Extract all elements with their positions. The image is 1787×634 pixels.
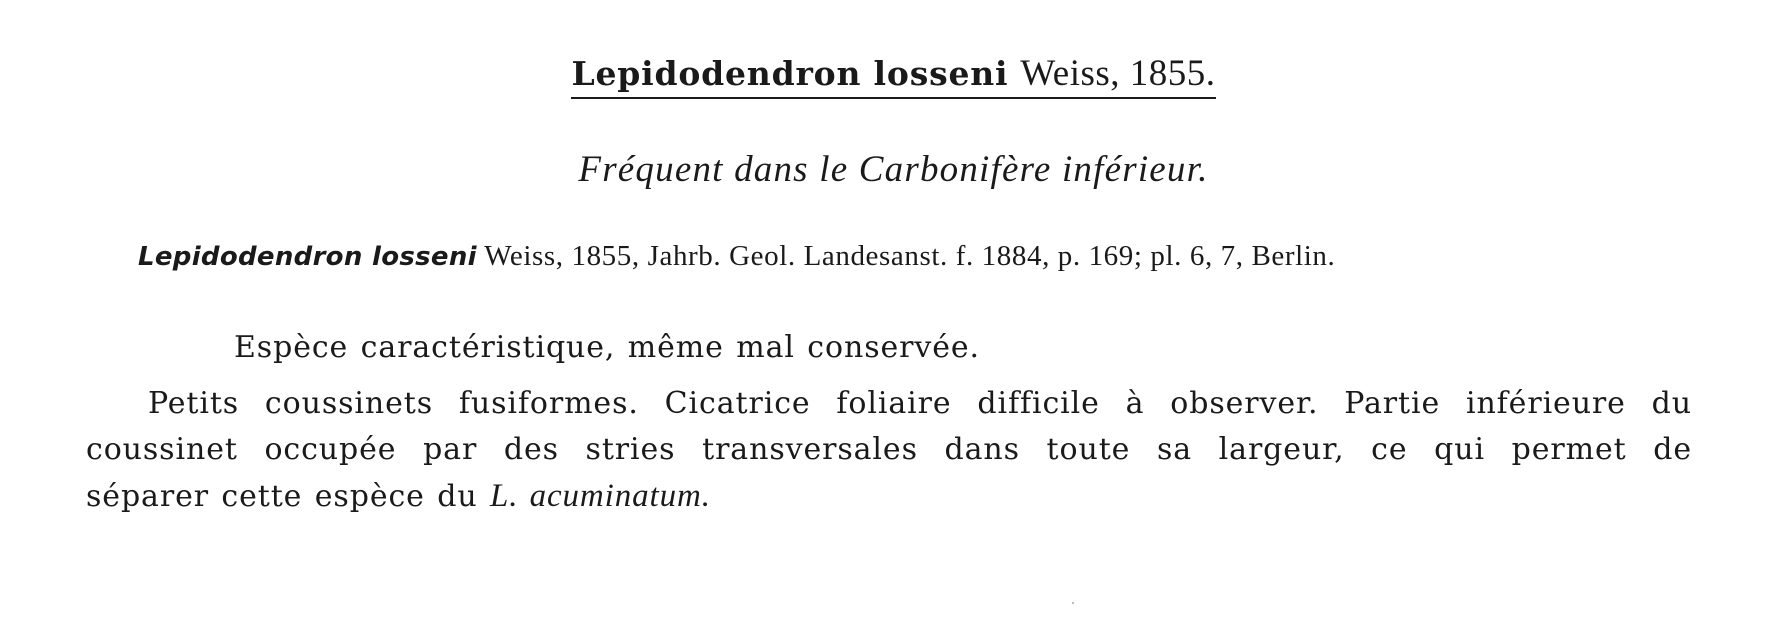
species-name: Lepidodendron losseni <box>571 54 1009 93</box>
citation-reference: Weiss, 1855, Jahrb. Geol. Landesanst. f. 1884, p. 169; pl. 6, 7, Berlin. <box>484 240 1336 272</box>
description-paragraph-2-line-2: coussinet occupée par des stries transversales dans toute sa largeur, ce qui permet de <box>86 432 1692 467</box>
description-paragraph-1: Espèce caractéristique, même mal conservée. <box>234 330 980 365</box>
occurrence-note: Fréquent dans le Carbonifère inférieur. <box>578 149 1209 190</box>
scan-speck <box>1072 602 1074 604</box>
description-paragraph-2-line-1: Petits coussinets fusiformes. Cicatrice foliaire difficile à observer. Partie inférieure du <box>148 386 1692 421</box>
description-line-3-text: séparer cette espèce du <box>86 479 478 514</box>
description-paragraph-2-line-3 <box>86 478 711 515</box>
species-author-year: Weiss, 1855. <box>1020 53 1216 94</box>
species-heading <box>0 52 1787 99</box>
citation-line <box>138 240 1335 273</box>
citation-species-name: Lepidodendron losseni <box>138 242 477 272</box>
species-reference-italic: L. acuminatum. <box>490 478 711 514</box>
species-title <box>571 52 1215 99</box>
